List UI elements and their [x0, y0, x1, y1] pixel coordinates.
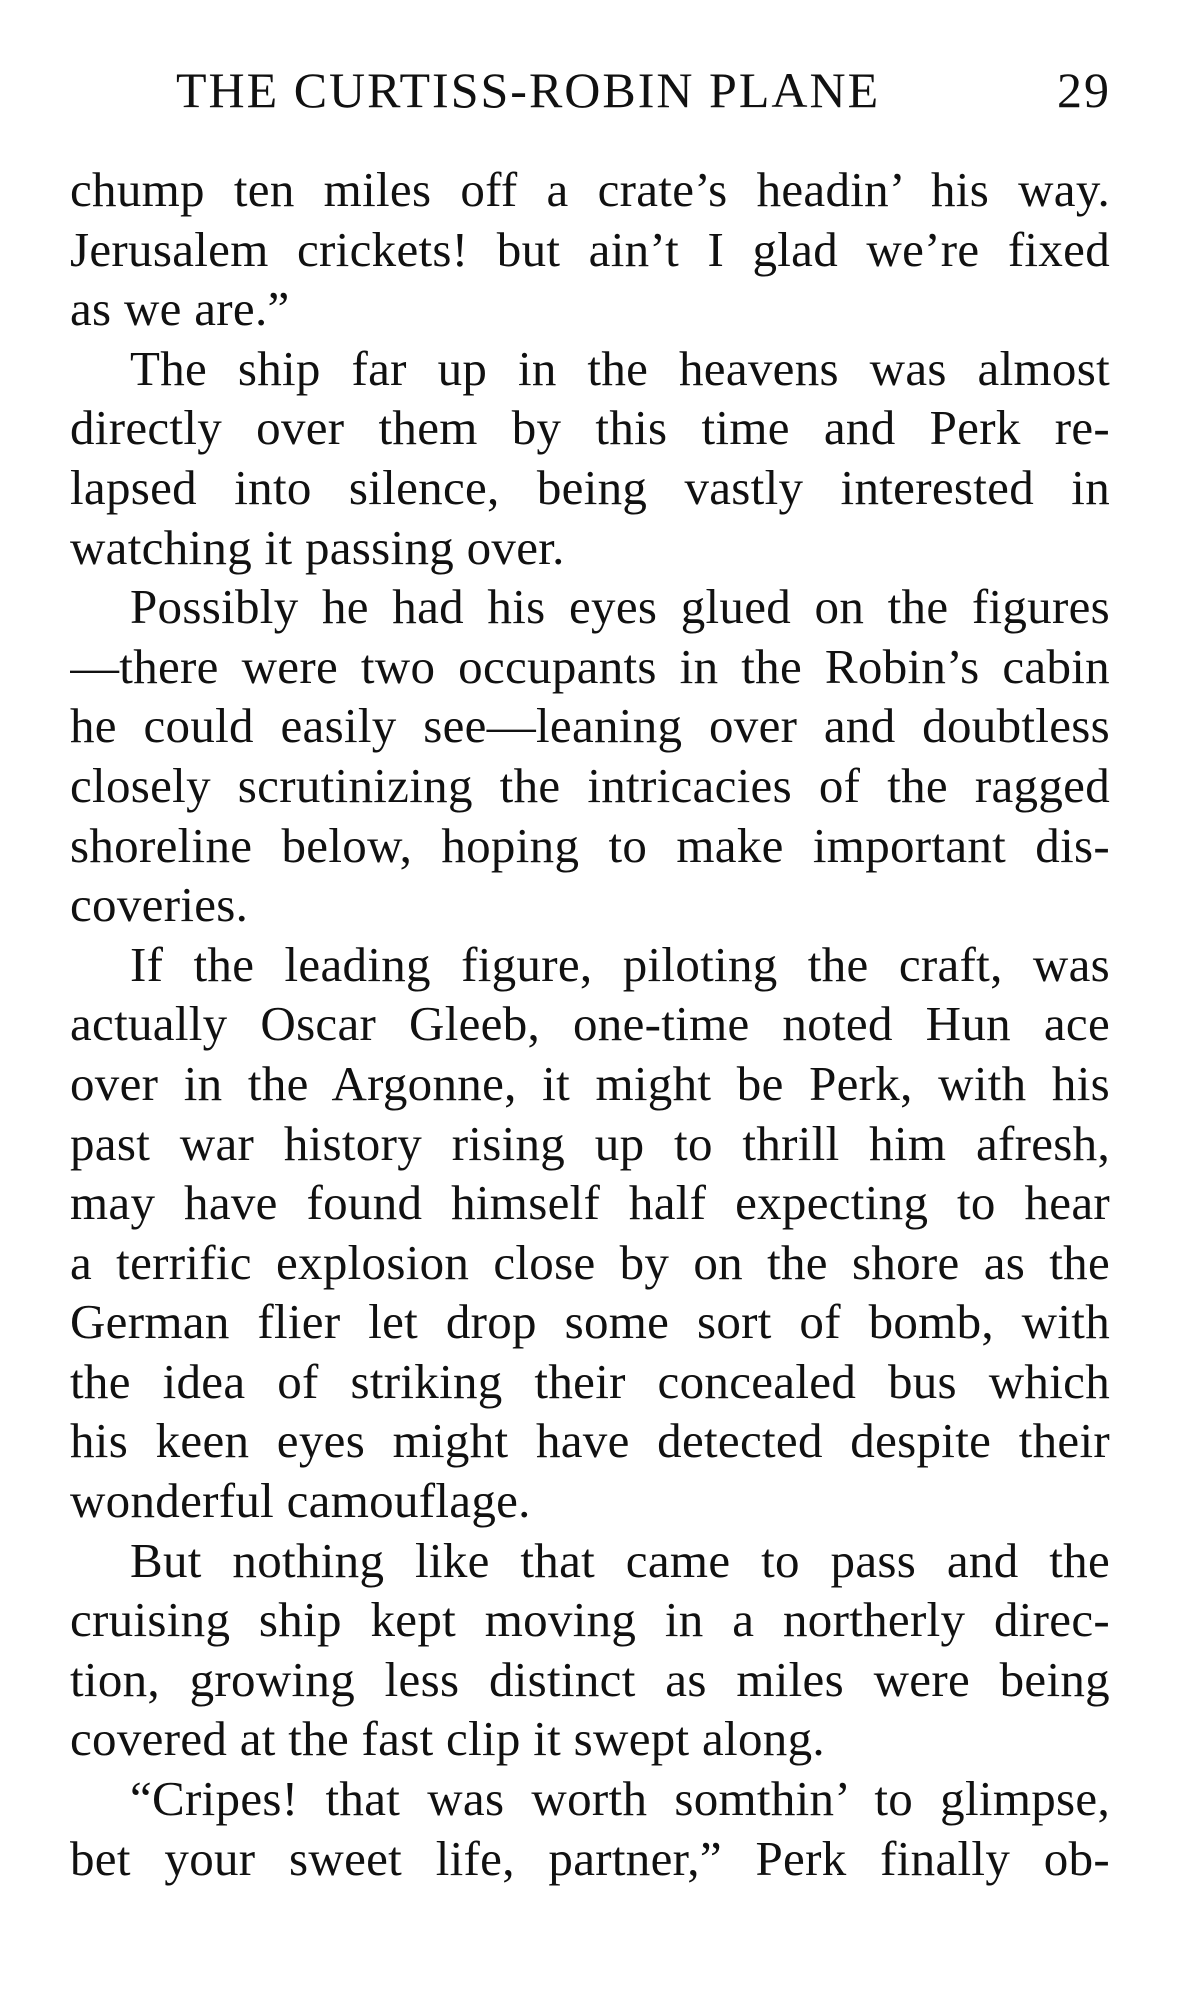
text-line: The ship far up in the heavens was almost [130, 340, 1110, 396]
text-line: shoreline below, hoping to make important dis- [70, 817, 1110, 873]
text-line: bet your sweet life, partner,” Perk finally ob- [70, 1830, 1110, 1886]
text-line: may have found himself half expecting to hear [70, 1175, 1110, 1231]
text-line: over in the Argonne, it might be Perk, with his [70, 1055, 1110, 1111]
text-line: closely scrutinizing the intricacies of the ragged [70, 757, 1110, 813]
text-line: wonderful camouflage. [70, 1473, 531, 1529]
text-line: he could easily see—leaning over and doubtless [70, 698, 1110, 754]
page-number: 29 [1057, 62, 1111, 118]
text-line: —there were two occupants in the Robin’s cabin [70, 638, 1110, 694]
text-line: “Cripes! that was worth somthin’ to glimpse, [130, 1771, 1110, 1827]
text-line: German flier let drop some sort of bomb, with [70, 1294, 1110, 1350]
text-line: as we are.” [70, 281, 290, 337]
text-line: past war history rising up to thrill him afresh, [70, 1115, 1110, 1171]
text-line: Jerusalem crickets! but ain’t I glad we’re fixed [70, 221, 1110, 277]
chapter-title: THE CURTISS-ROBIN PLANE [176, 62, 881, 118]
text-line: actually Oscar Gleeb, one-time noted Hun ace [70, 996, 1110, 1052]
text-line: coveries. [70, 877, 249, 933]
text-line: Possibly he had his eyes glued on the figures [130, 579, 1110, 635]
text-line: covered at the fast clip it swept along. [70, 1711, 825, 1767]
running-head [176, 60, 1111, 120]
text-line: chump ten miles off a crate’s headin’ his way. [70, 162, 1110, 217]
text-line: lapsed into silence, being vastly interested in [70, 459, 1110, 515]
text-line: watching it passing over. [70, 519, 565, 575]
text-line: If the leading figure, piloting the craft, was [130, 936, 1110, 992]
body-text [70, 160, 1110, 1888]
text-line: directly over them by this time and Perk re- [70, 400, 1110, 456]
text-line: the idea of striking their concealed bus which [70, 1353, 1110, 1409]
text-line: But nothing like that came to pass and the [130, 1532, 1110, 1588]
text-line: a terrific explosion close by on the shore as the [70, 1234, 1110, 1290]
text-line: his keen eyes might have detected despite their [70, 1413, 1110, 1469]
text-line: cruising ship kept moving in a northerly direc- [70, 1592, 1110, 1648]
text-line: tion, growing less distinct as miles were being [70, 1651, 1110, 1707]
